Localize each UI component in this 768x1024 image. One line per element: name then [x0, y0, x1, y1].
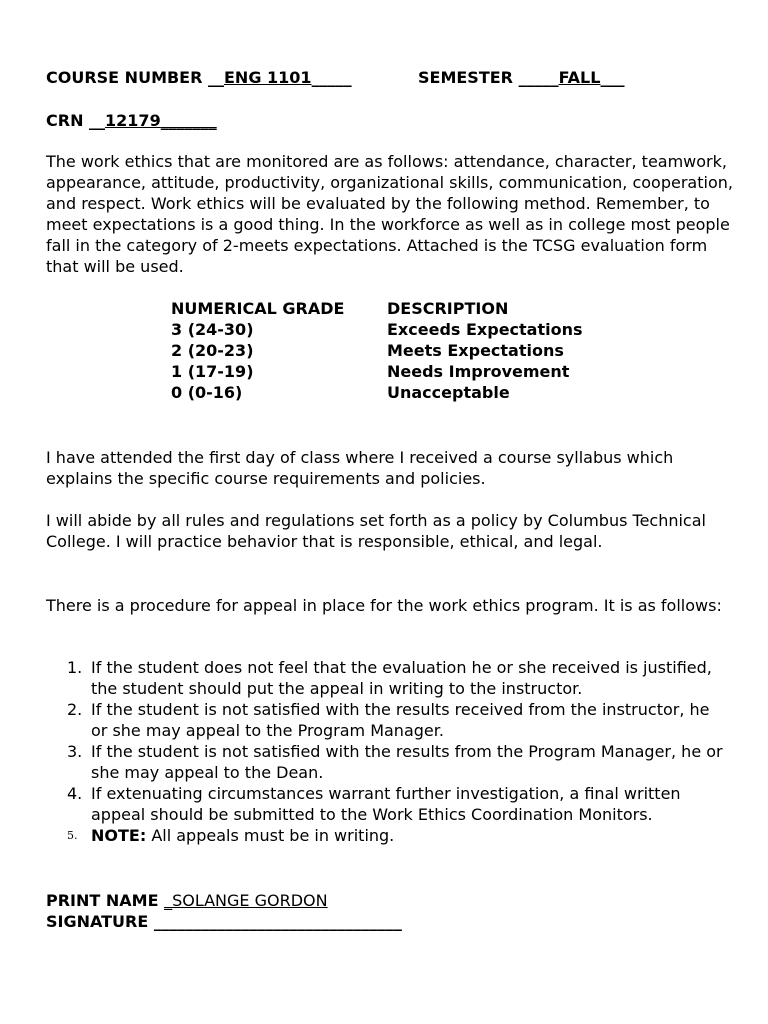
- note-label: NOTE:: [91, 826, 147, 845]
- rules-paragraph: I will abide by all rules and regulations set forth as a policy by Columbus Technical College. I will practice behavior that is responsible, ethical, and legal.: [46, 511, 706, 551]
- grade-row: [171, 340, 597, 361]
- crn-value: 12179: [105, 111, 161, 130]
- grade-row: [171, 361, 597, 382]
- step-number: 4.: [67, 784, 83, 803]
- course-number-label: COURSE NUMBER __: [46, 68, 224, 87]
- step-number: 3.: [67, 742, 83, 761]
- step-number: 2.: [67, 700, 83, 719]
- appeal-step: [46, 741, 726, 783]
- semester-label: SEMESTER _____: [418, 68, 559, 87]
- crn-label: CRN __: [46, 111, 106, 130]
- grade-cell: 2 (20-23): [171, 341, 254, 360]
- course-number-value: ENG 1101: [224, 68, 312, 87]
- course-number-trail: _____: [311, 68, 352, 87]
- signature-line: [46, 911, 402, 932]
- grade-header-description: DESCRIPTION: [387, 299, 509, 318]
- grade-table: [171, 298, 597, 403]
- print-name-line: [46, 890, 328, 911]
- print-name-value[interactable]: _SOLANGE GORDON: [164, 891, 328, 910]
- step-text: If extenuating circumstances warrant further investigation, a final written appeal should be submitted to the Work Ethics Coordination Monitors.: [91, 784, 681, 824]
- step-text: If the student does not feel that the evaluation he or she received is justified, the student should put the appeal in writing to the instructor.: [91, 658, 712, 698]
- print-name-label: PRINT NAME: [46, 891, 159, 910]
- description-cell: Meets Expectations: [387, 341, 564, 360]
- signature-blank[interactable]: _______________________________: [153, 912, 402, 931]
- semester-trail: ___: [600, 68, 625, 87]
- intro-paragraph: The work ethics that are monitored are as follows: attendance, character, teamwork, appearance, attitude, productivity, organizational skills, communication, cooperation, and respect. Work ethics will be evaluated by the following method. Remember, to meet expectations is a good thing. In the workforce as well as in college most people fall in the category of 2-meets expectations. Attached is the TCSG evaluation form that will be used.: [46, 152, 733, 276]
- semester-value: FALL: [558, 68, 601, 87]
- grade-table-header: [171, 298, 597, 319]
- grade-header-numerical: NUMERICAL GRADE: [171, 299, 345, 318]
- grade-row: [171, 382, 597, 403]
- step-text: All appeals must be in writing.: [146, 826, 395, 845]
- syllabus-paragraph: I have attended the first day of class where I received a course syllabus which explains the specific course requirements and policies.: [46, 448, 674, 488]
- description-cell: Exceeds Expectations: [387, 320, 583, 339]
- appeal-step: [46, 657, 726, 699]
- step-number: 1.: [67, 658, 83, 677]
- course-number-line: [46, 67, 352, 88]
- step-number: 5.: [67, 829, 78, 842]
- appeal-step: [46, 825, 726, 846]
- grade-cell: 0 (0-16): [171, 383, 243, 402]
- signature-label: SIGNATURE: [46, 912, 149, 931]
- grade-row: [171, 319, 597, 340]
- step-text: If the student is not satisfied with the results from the Program Manager, he or she may appeal to the Dean.: [91, 742, 723, 782]
- description-cell: Unacceptable: [387, 383, 510, 402]
- step-text: If the student is not satisfied with the results received from the instructor, he or she may appeal to the Program Manager.: [91, 700, 710, 740]
- semester-line: [418, 67, 624, 88]
- appeal-intro-paragraph: There is a procedure for appeal in place for the work ethics program. It is as follows:: [46, 596, 722, 615]
- description-cell: Needs Improvement: [387, 362, 570, 381]
- crn-trail: _______: [160, 111, 217, 130]
- grade-cell: 1 (17-19): [171, 362, 254, 381]
- crn-line: [46, 110, 217, 131]
- appeal-step: [46, 699, 726, 741]
- appeal-steps-list: [46, 657, 726, 846]
- grade-cell: 3 (24-30): [171, 320, 254, 339]
- appeal-step: [46, 783, 726, 825]
